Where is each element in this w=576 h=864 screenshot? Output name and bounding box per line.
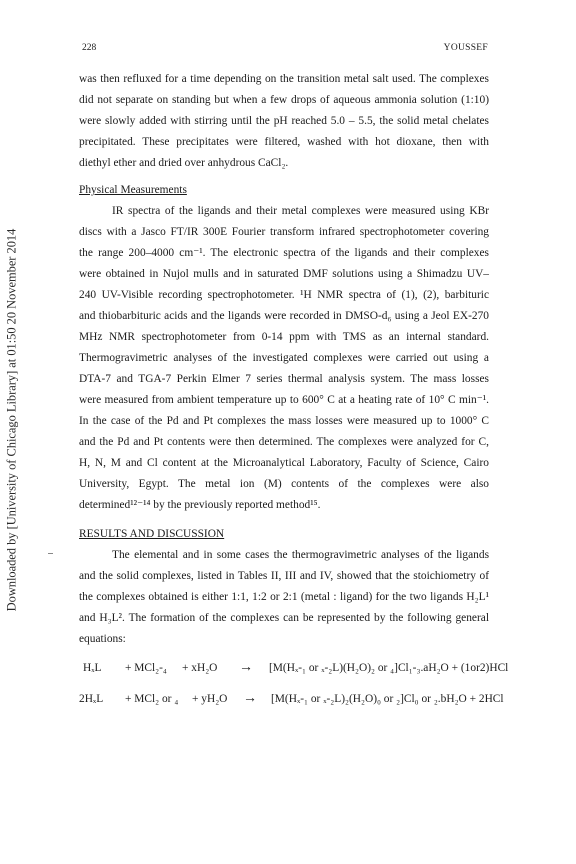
download-watermark-text: Downloaded by [University of Chicago Library] at 01:50 20 November 2014 <box>4 228 19 612</box>
equation-term: + MCl₂-₄ <box>125 662 167 674</box>
text-line: did not separate on standing but when a few drops of aqueous ammonia solution (1:10) <box>79 94 489 106</box>
download-watermark <box>1 150 23 690</box>
arrow-icon: → <box>239 660 253 675</box>
text-line: precipitated. These precipitates were filtered, washed with hot dioxane, then with <box>79 136 489 148</box>
page-number: 228 <box>82 43 97 53</box>
physical-measurements-section <box>79 180 489 516</box>
equation-term: 2HₓL <box>79 693 104 705</box>
equation-term: + yH₂O <box>192 693 228 705</box>
text-line: were slowly added with stirring until the pH reached 5.0 – 5.5, the solid metal chelates <box>79 115 489 127</box>
text-line: was then refluxed for a time depending on the transition metal salt used. The complexes <box>79 73 489 85</box>
text-line: and the solid complexes, listed in Tables II, III and IV, showed that the stoichiometry of <box>79 570 489 582</box>
text-line: The elemental and in some cases the thermogravimetric analyses of the ligands <box>112 549 489 561</box>
equation-product: [M(Hₓ-₁ or ₓ-₂L)(H₂O)₂ or ₄]Cl₁-₃.aH₂O + (1or2)HCl <box>269 662 509 674</box>
running-head: YOUSSEF <box>443 43 488 53</box>
text-line: the complexes obtained is either 1:1, 1:2 or 2:1 (metal : ligand) for the two ligands H₂L¹ <box>79 591 489 603</box>
text-line: the range 200–4000 cm⁻¹. The electronic spectra of the ligands and their complexes <box>79 247 489 259</box>
text-line: IR spectra of the ligands and their metal complexes were measured using KBr <box>112 205 489 217</box>
page-header <box>82 43 488 55</box>
text-line: diethyl ether and dried over anhydrous CaCl₂. <box>79 157 289 169</box>
equation-product: [M(Hₓ-₁ or ₓ-₂L)₂(H₂O)₀ or ₂]Cl₀ or ₂.bH₂O + 2HCl <box>271 693 504 705</box>
text-line: In the case of the Pd and Pt complexes the mass losses were measured up to 1000° C <box>79 415 489 427</box>
text-line: MHz NMR spectrophotometer from 0-14 ppm with TMS as an internal standard. <box>79 331 489 343</box>
text-line: and the Pd and Pt contents were then determined. The complexes were analyzed for C, <box>79 436 489 448</box>
margin-mark <box>48 553 53 554</box>
equation-term: + xH₂O <box>182 662 218 674</box>
text-line: were measured from ambient temperature up to 600° C at a heating rate of 10° C min⁻¹. <box>79 394 489 406</box>
text-line: were obtained in Nujol mulls and in saturated DMF solutions using a Shimadzu UV– <box>79 268 489 280</box>
text-line: University, Egypt. The metal ion (M) contents of the complexes were also <box>79 478 489 490</box>
text-line: 240 UV-Visible recording spectrophotometer. ¹H NMR spectra of (1), (2), barbituric <box>79 289 489 301</box>
intro-paragraph <box>79 69 489 174</box>
text-line: H, N, M and Cl content at the Microanalytical Laboratory, Faculty of Science, Cairo <box>79 457 489 469</box>
text-line: Thermogravimetric analyses of the investigated complexes were carried out using a <box>79 352 489 364</box>
equation-term: + MCl₂ or ₄ <box>125 693 179 705</box>
section-heading: RESULTS AND DISCUSSION <box>79 528 225 540</box>
equation-term: HₓL <box>83 662 102 674</box>
text-line: equations: <box>79 633 126 645</box>
text-line: DTA-7 and TGA-7 Perkin Elmer 7 series thermal analysis system. The mass losses <box>79 373 489 385</box>
section-heading: Physical Measurements <box>79 184 187 196</box>
arrow-icon: → <box>243 691 257 706</box>
text-line: and thiobarbituric acids and the ligands were recorded in DMSO-d₆ using a Jeol EX-270 <box>79 310 489 322</box>
text-line: determined¹²⁻¹⁴ by the previously reported method¹⁵. <box>79 499 321 511</box>
results-section <box>79 524 489 650</box>
text-line: discs with a Jasco FT/IR 300E Fourier transform infrared spectrophotometer covering <box>79 226 489 238</box>
text-line: and H₃L². The formation of the complexes can be represented by the following general <box>79 612 489 624</box>
